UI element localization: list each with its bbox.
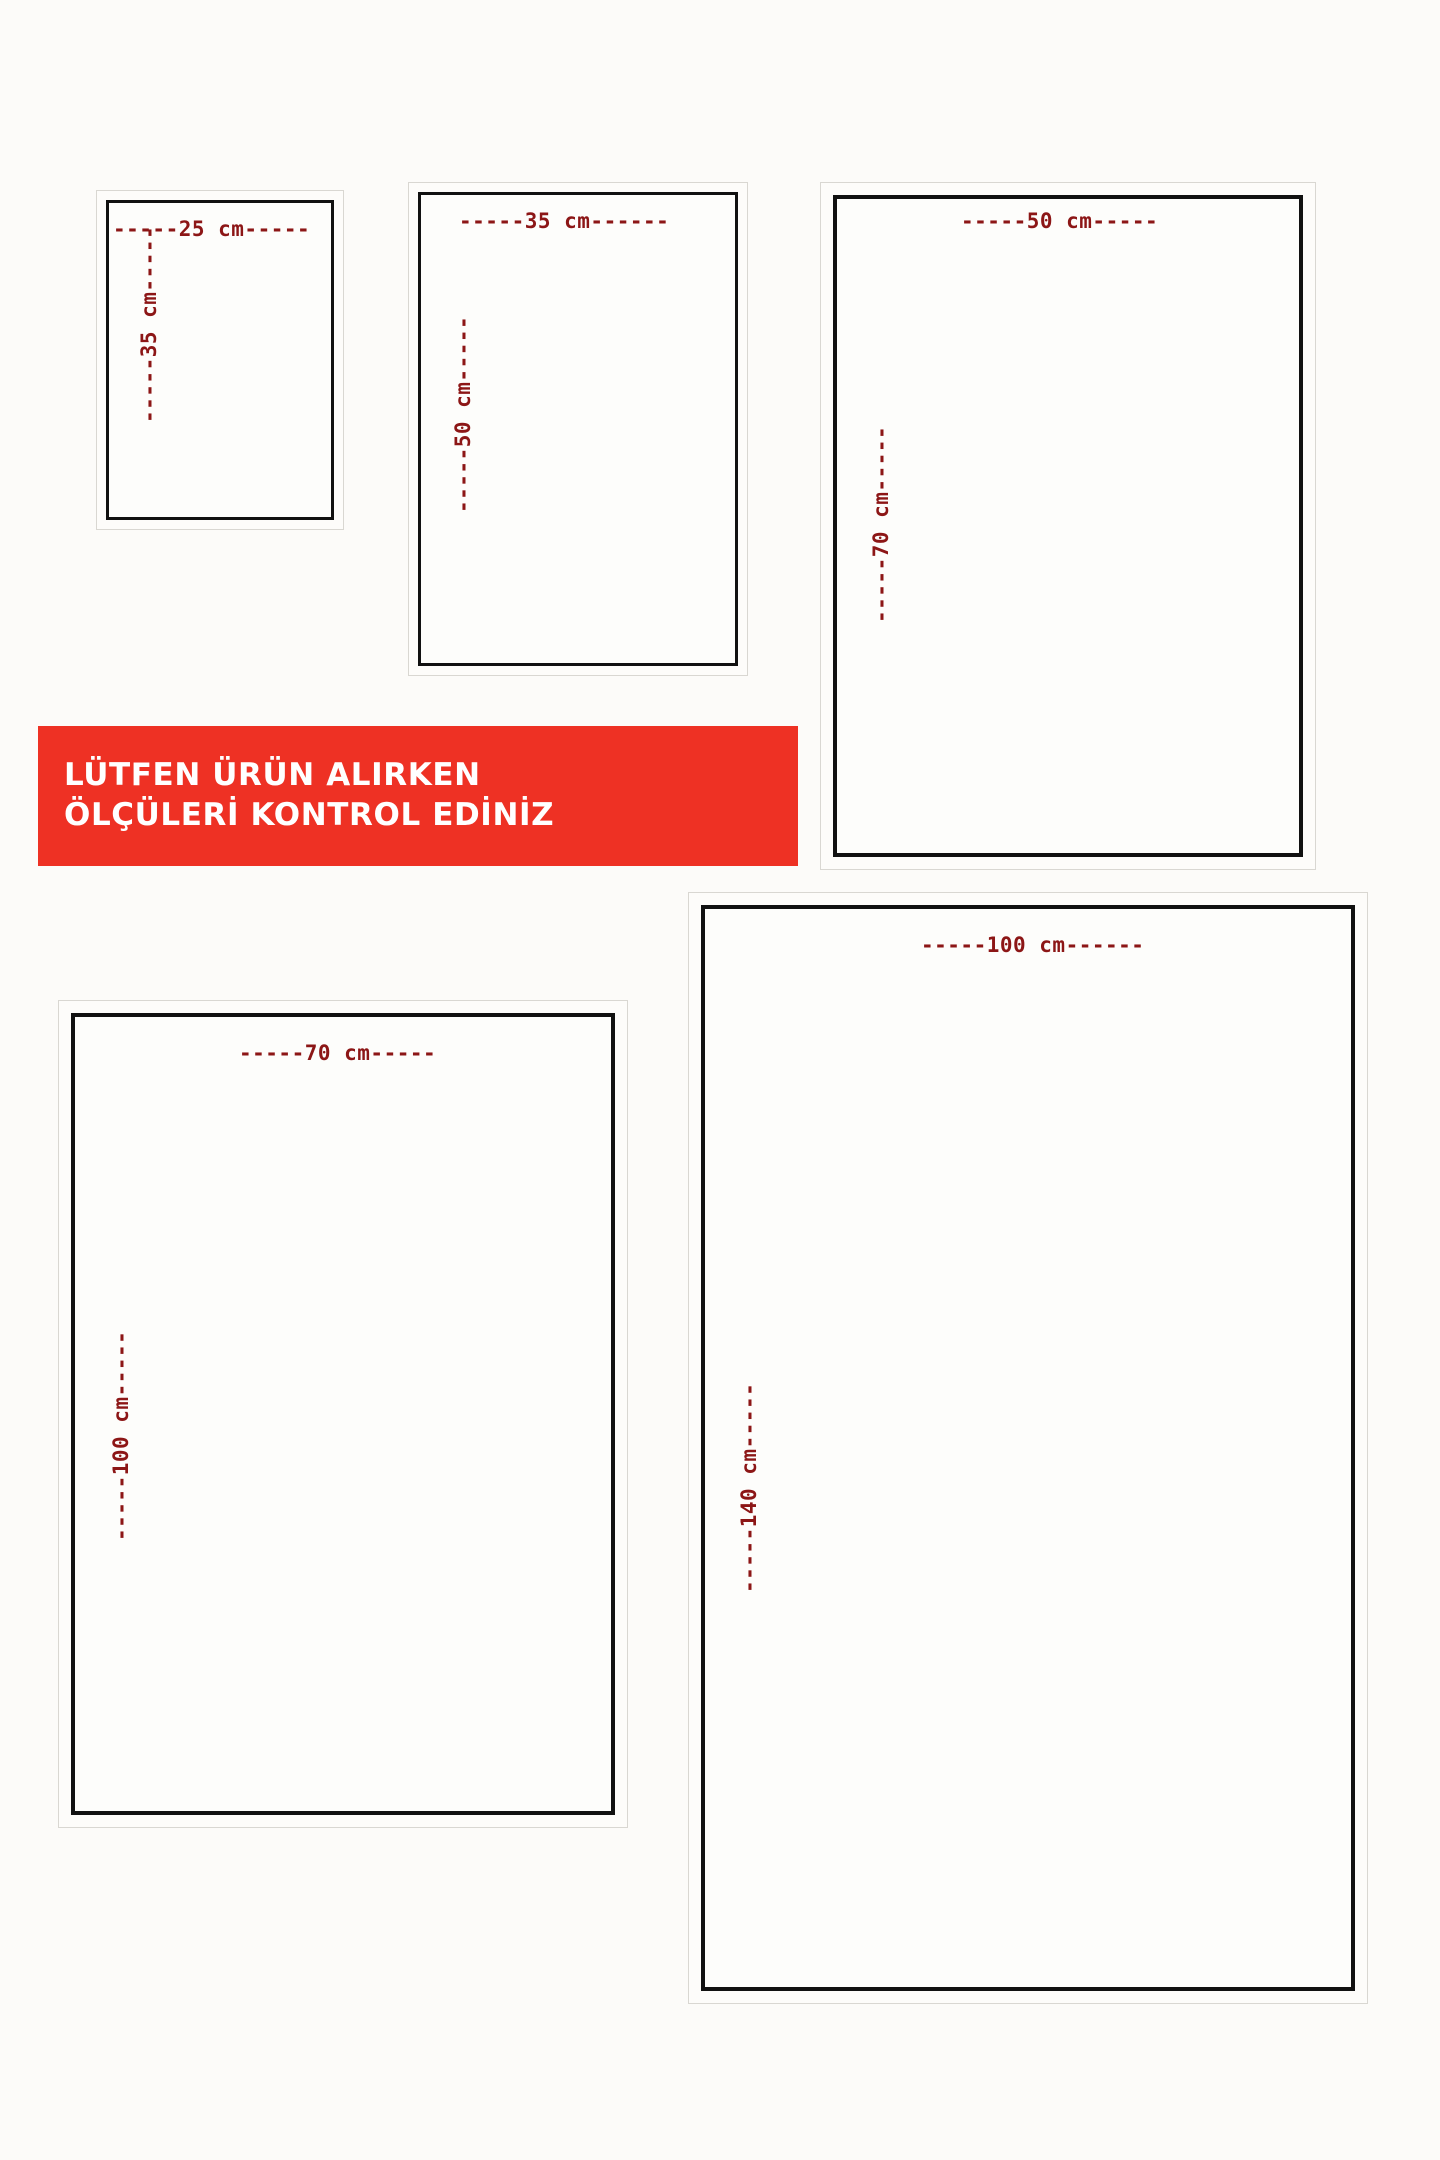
frame-50x70-height-label: -----70 cm----- [869, 425, 893, 623]
warning-banner-line-2: ÖLÇÜLERİ KONTROL EDİNİZ [64, 797, 555, 833]
frame-100x140-height-label: -----140 cm----- [737, 1382, 761, 1593]
frame-70x100-height-label: -----100 cm----- [109, 1330, 133, 1541]
warning-banner-line-1: LÜTFEN ÜRÜN ALIRKEN [64, 757, 481, 794]
frame-25x35-width-label: -----25 cm----- [113, 217, 311, 241]
frame-35x50 [408, 182, 748, 676]
frame-70x100 [58, 1000, 628, 1828]
warning-banner [38, 726, 798, 866]
frame-100x140-inner [701, 905, 1355, 1991]
frame-70x100-width-label: -----70 cm----- [239, 1041, 437, 1065]
frame-35x50-width-label: -----35 cm------ [459, 209, 670, 233]
frame-35x50-height-label: -----50 cm----- [451, 315, 475, 513]
frame-50x70 [820, 182, 1316, 870]
frame-70x100-inner [71, 1013, 615, 1815]
frame-50x70-width-label: -----50 cm----- [961, 209, 1159, 233]
frame-50x70-inner [833, 195, 1303, 857]
frame-25x35-height-label: -----35 cm----- [137, 225, 161, 423]
frame-25x35 [96, 190, 344, 530]
frame-100x140 [688, 892, 1368, 2004]
frame-100x140-width-label: -----100 cm------ [921, 933, 1145, 957]
